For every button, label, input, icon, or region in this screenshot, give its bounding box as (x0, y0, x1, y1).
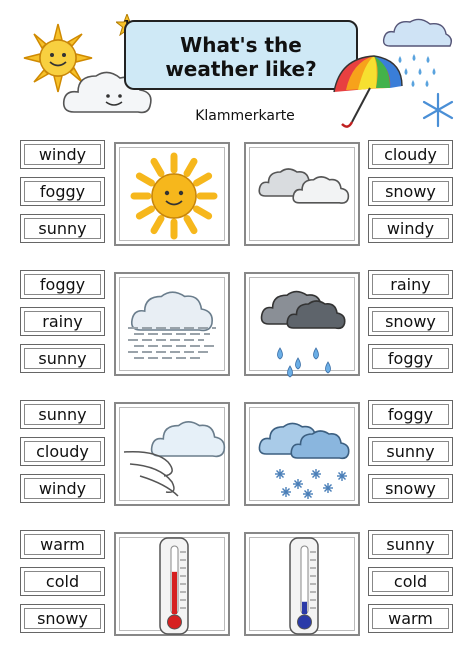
word-box: foggy (368, 400, 453, 429)
word-box: cold (20, 567, 105, 596)
word-box: sunny (368, 437, 453, 466)
word-box: snowy (368, 177, 453, 206)
snowflake-icon (420, 92, 456, 128)
word-box: snowy (368, 307, 453, 336)
picture-card (244, 532, 360, 636)
word-box: sunny (20, 344, 105, 373)
picture-card (114, 532, 230, 636)
thermometer-cold-icon (246, 534, 362, 638)
word-box: foggy (368, 344, 453, 373)
fog-cloud-icon (116, 274, 232, 378)
word-box: foggy (20, 177, 105, 206)
wind-cloud-icon (116, 404, 232, 508)
picture-card (114, 142, 230, 246)
picture-card (244, 142, 360, 246)
word-box: rainy (368, 270, 453, 299)
word-box: warm (20, 530, 105, 559)
thermometer-warm-icon (116, 534, 232, 638)
word-box: cloudy (20, 437, 105, 466)
word-box: cold (368, 567, 453, 596)
rain-cloud-icon (246, 274, 362, 378)
picture-card (244, 272, 360, 376)
clouds-icon (246, 144, 362, 248)
word-box: sunny (20, 214, 105, 243)
word-box: windy (20, 140, 105, 169)
picture-card (114, 272, 230, 376)
picture-card (244, 402, 360, 506)
word-box: snowy (20, 604, 105, 633)
word-box: sunny (20, 400, 105, 429)
subtitle: Klammerkarte (195, 108, 295, 124)
word-box: windy (20, 474, 105, 503)
header-rain-cloud-icon (380, 16, 454, 90)
word-box: sunny (368, 530, 453, 559)
title-line-2: weather like? (165, 57, 317, 81)
word-box: cloudy (368, 140, 453, 169)
word-box: warm (368, 604, 453, 633)
title-line-1: What's the (180, 33, 302, 57)
picture-card (114, 402, 230, 506)
word-box: snowy (368, 474, 453, 503)
sun-icon (116, 144, 232, 248)
snow-cloud-icon (246, 404, 362, 508)
word-box: foggy (20, 270, 105, 299)
word-box: rainy (20, 307, 105, 336)
word-box: windy (368, 214, 453, 243)
title-box (124, 20, 358, 90)
